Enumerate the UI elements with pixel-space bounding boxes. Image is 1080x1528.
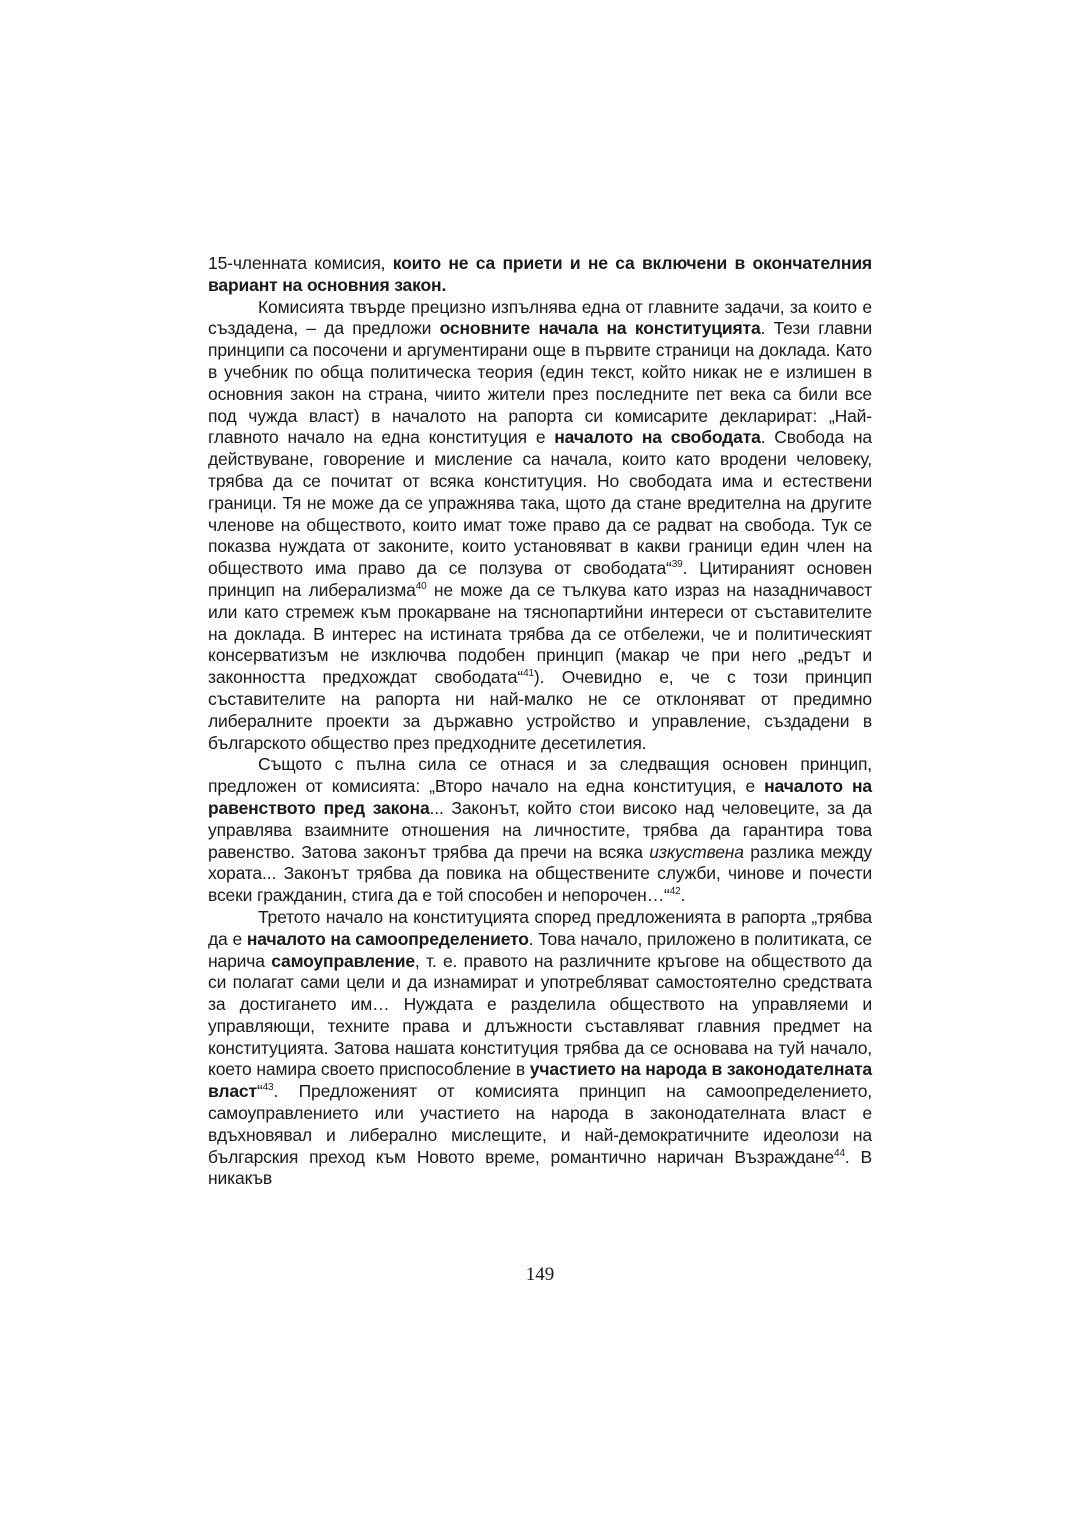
- bold-phrase: основните начала на конституцията: [439, 318, 761, 339]
- paragraph-1: 15-членната комисия, които не са приети и не са включени в окончателния вариант на основния закон.: [208, 253, 872, 295]
- footnote-ref-39: 39: [671, 559, 683, 571]
- bold-phrase: началото на самоопределението: [246, 928, 529, 949]
- bold-phrase: самоуправление: [271, 950, 415, 971]
- footnote-ref-43: 43: [262, 1082, 274, 1094]
- footnote-ref-42: 42: [669, 886, 681, 898]
- bold-phrase: началото на равенството пред закона: [208, 776, 872, 818]
- footnote-ref-44: 44: [834, 1147, 845, 1159]
- page-number: 149: [525, 1264, 555, 1285]
- footnote-ref-41: 41: [523, 668, 534, 680]
- bold-phrase: които не са приети и не са включени в окончателния вариант на основния закон.: [208, 253, 872, 295]
- bold-phrase: участието на народа в законодателната власт: [208, 1059, 872, 1102]
- paragraph-3: Същото с пълна сила се отнася и за следващия основен принцип, предложен от комисията: „Второ начало на една конституция, е началото на равенството пред закона... Законът, който стои високо над человеците, за да управлява взаимните отношения на личностите, трябва да гарантира това равенство. Затова законът трябва да пречи на всяка изкуствена разлика между хората... Законът трябва да повика на обществените служби, чинове и почести всеки гражданин, стига да е той способен и непорочен…“$^{42}$.: [208, 754, 872, 906]
- paragraph-4: Третото начало на конституцията според предложенията в рапорта „трябва да е началото на самоопределението. Това начало, приложено в политиката, се нарича самоуправление, т. е. правото на различните кръгове на обществото да си полагат сами цели и да изнамират и употребляват самостоятелно средствата за достигането им… Нуждата е разделила обществото на управляеми и управляющи, техните права и длъжности съставляват главния предмет на конституцията. Затова нашата конституция трябва да се основава на туй начало, което намира своето приспособление в участието на народа в законодателната власт“$^{43}$. Предложеният от комисията принцип на самоопределението, самоуправлението или участието на народа в законодателната власт е вдъхновявал и либерално мислещите, и най-демократичните идеолози на българския преход към Новото време, романтично наричан Възраждане$^{44}$. В никакъв: [208, 906, 872, 1189]
- paragraph-2: Комисията твърде прецизно изпълнява една от главните задачи, за които е създадена, – да предложи основните начала на конституцията. Тези главни принципи са посочени и аргументирани още в първите страници на доклада. Като в учебник по обща политическа теория (един текст, който никак не е излишен в основния закон на страна, чиито жители през последните пет века са били все под чужда власт) в началото на рапорта си комисарите декларират: „Най-главното начало на една конституция е началото на свободата. Свобода на действуване, говорение и мисление са начала, които като вродени человеку, трябва да се почитат от всяка конституция. Но свободата има и естествени граници. Тя не може да се упражнява така, щото да стане вредителна на другите членове на обществото, които имат тоже право да се радват на свобода. Тук се показва нуждата от законите, които установяват в какви граници един член на обществото има право да се ползува от свободата“$^{39}$. Цитираният основен принцип на либерализма$^{40}$ не може да се тълкува като израз на назадничавост или като стремеж към прокарване на тяснопартийни интереси от съставителите на доклада. В интерес на истината трябва да се отбележи, че и политическият консерватизъм не изключва подобен принцип (макар че при него „редът и законността предхождат свободата“$^{41}$). Очевидно е, че с този принцип съставителите на рапорта ни най-малко не се отклоняват от предимно либералните проекти за държавно устройство и управление, създадени в българското общество през предходните десетилетия.: [208, 296, 873, 753]
- italic-word: изкуствена: [649, 841, 744, 862]
- bold-phrase: началото на свободата: [554, 427, 761, 448]
- body-text: [208, 253, 872, 1190]
- footnote-ref-40: 40: [415, 581, 427, 593]
